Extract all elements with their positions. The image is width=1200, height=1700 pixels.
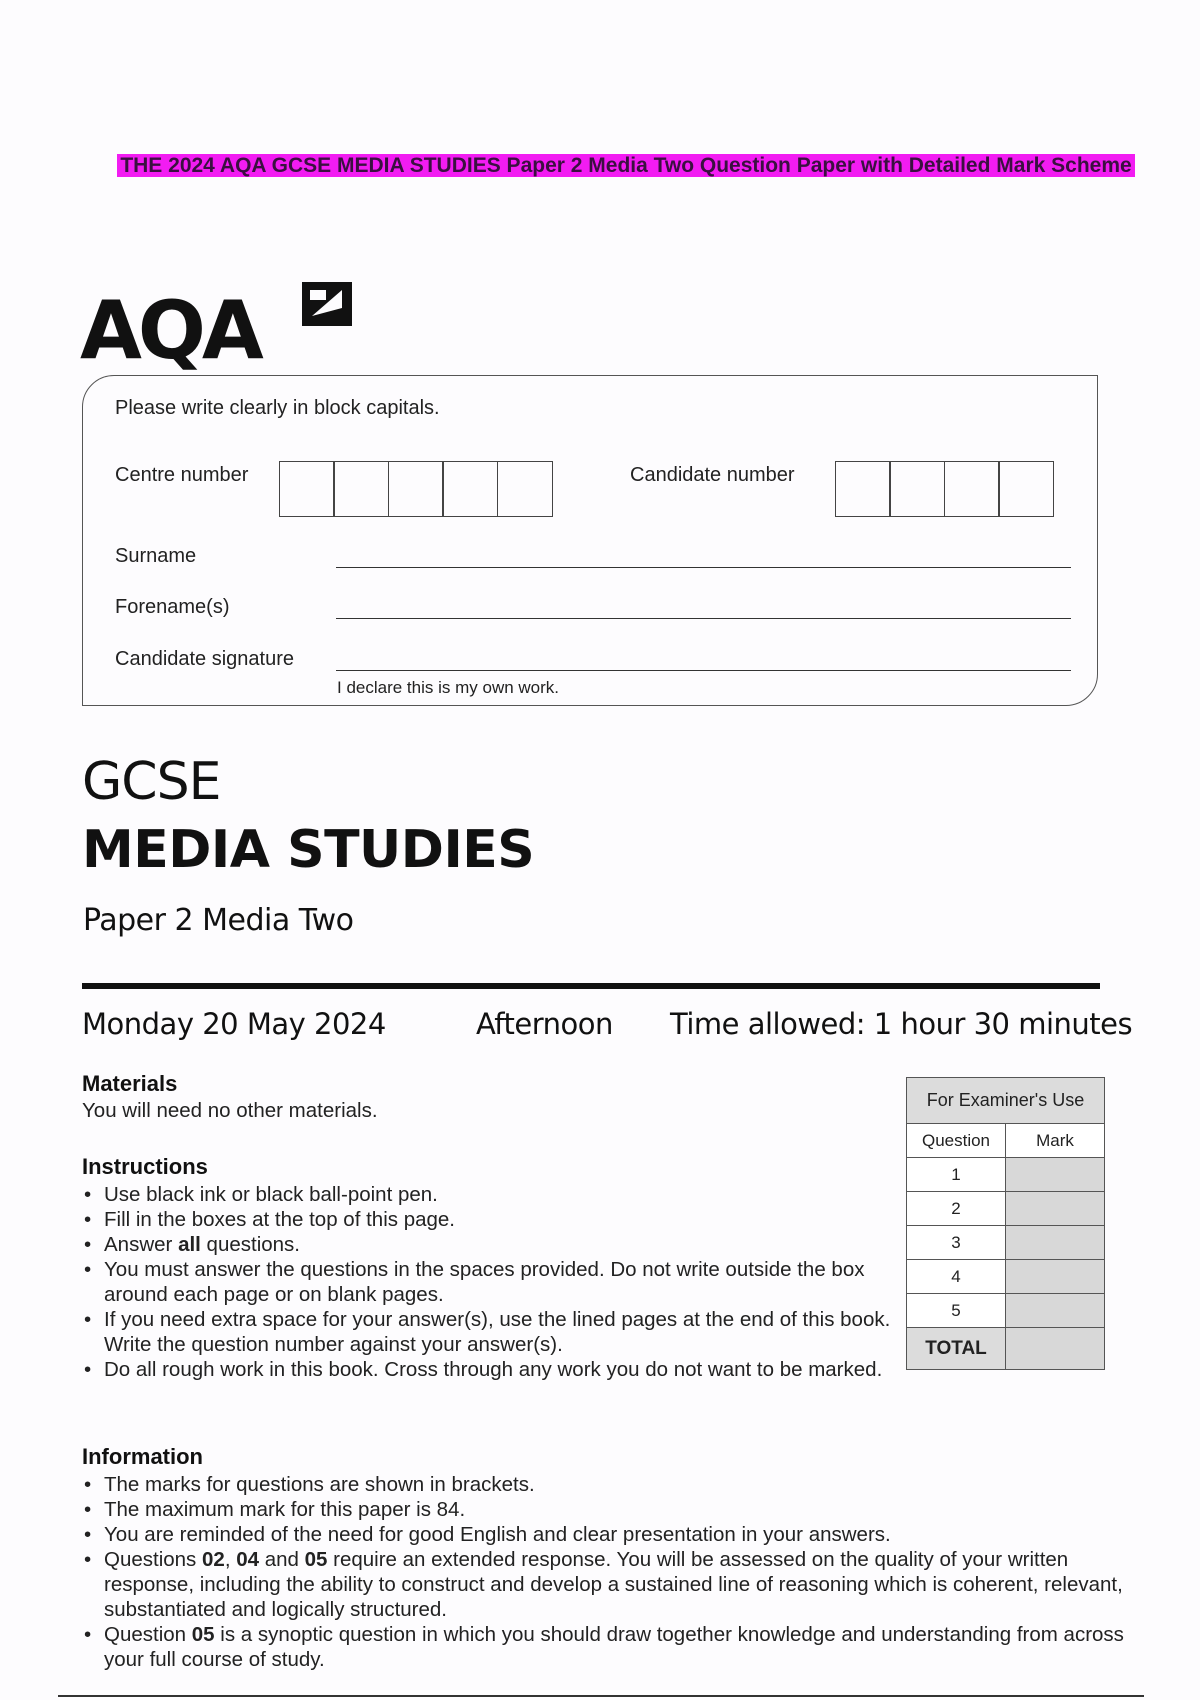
instructions-heading: Instructions <box>82 1154 208 1179</box>
materials-text: You will need no other materials. <box>82 1099 378 1122</box>
centre-number-digit[interactable] <box>442 461 498 517</box>
mark-column-header: Mark <box>1006 1124 1105 1158</box>
list-item: • Do all rough work in this book. Cross through any work you do not want to be marked. <box>104 1357 894 1382</box>
document-title-banner <box>85 152 1167 180</box>
mark-cell <box>1006 1158 1105 1192</box>
list-item: • Answer all questions. <box>104 1232 894 1257</box>
candidate-number-label: Candidate number <box>630 464 795 486</box>
information-heading: Information <box>82 1444 203 1469</box>
page-bottom-rule <box>58 1695 1144 1697</box>
information-list <box>82 1472 1124 1672</box>
examiner-table-title: For Examiner's Use <box>907 1078 1105 1124</box>
aqa-logo-text: AQA <box>80 284 260 370</box>
time-allowed: Time allowed: 1 hour 30 minutes <box>670 1007 1133 1041</box>
centre-number-digit[interactable] <box>497 461 553 517</box>
centre-number-boxes[interactable] <box>280 461 553 517</box>
examiner-use-table <box>906 1077 1105 1370</box>
aqa-logo <box>80 278 360 370</box>
total-label: TOTAL <box>907 1328 1006 1370</box>
total-mark-cell <box>1006 1328 1105 1370</box>
question-number: 4 <box>907 1260 1006 1294</box>
question-column-header: Question <box>907 1124 1006 1158</box>
surname-label: Surname <box>115 545 197 567</box>
question-number: 1 <box>907 1158 1006 1192</box>
candidate-number-boxes[interactable] <box>836 461 1054 517</box>
question-number: 2 <box>907 1192 1006 1226</box>
candidate-number-digit[interactable] <box>889 461 945 517</box>
candidate-number-digit[interactable] <box>944 461 1000 517</box>
declaration-text: I declare this is my own work. <box>337 678 560 697</box>
list-item: • The maximum mark for this paper is 84. <box>104 1497 1124 1522</box>
mark-cell <box>1006 1294 1105 1328</box>
materials-heading: Materials <box>82 1071 178 1096</box>
qualification-title: GCSE <box>82 752 221 812</box>
forename-label: Forename(s) <box>115 596 230 618</box>
list-item: • If you need extra space for your answer(s), use the lined pages at the end of this book. Write the question number against your answer(s). <box>104 1307 894 1357</box>
forename-field[interactable] <box>336 618 1071 619</box>
question-number: 3 <box>907 1226 1006 1260</box>
list-item: • You must answer the questions in the spaces provided. Do not write outside the box around each page or on blank pages. <box>104 1257 894 1307</box>
banner-title: THE 2024 AQA GCSE MEDIA STUDIES Paper 2 Media Two Question Paper with Detailed Mark Scheme <box>117 154 1134 177</box>
centre-number-digit[interactable] <box>333 461 389 517</box>
signature-label: Candidate signature <box>115 648 295 670</box>
centre-number-label: Centre number <box>115 464 249 486</box>
exam-date: Monday 20 May 2024 <box>82 1007 386 1041</box>
divider <box>82 983 1100 989</box>
mark-cell <box>1006 1192 1105 1226</box>
list-item: • You are reminded of the need for good English and clear presentation in your answers. <box>104 1522 1124 1547</box>
exam-session: Afternoon <box>476 1007 613 1041</box>
centre-number-digit[interactable] <box>279 461 335 517</box>
candidate-number-digit[interactable] <box>835 461 891 517</box>
mark-cell <box>1006 1260 1105 1294</box>
instructions-list <box>82 1182 894 1382</box>
candidate-number-digit[interactable] <box>998 461 1054 517</box>
list-item: • Use black ink or black ball-point pen. <box>104 1182 894 1207</box>
subject-title: MEDIA STUDIES <box>82 820 535 880</box>
list-item: • Fill in the boxes at the top of this page. <box>104 1207 894 1232</box>
list-item: • Question 05 is a synoptic question in which you should draw together knowledge and understanding from across your full course of study. <box>104 1622 1124 1672</box>
mark-cell <box>1006 1226 1105 1260</box>
surname-field[interactable] <box>336 567 1071 568</box>
block-capitals-instruction: Please write clearly in block capitals. <box>115 397 440 419</box>
centre-number-digit[interactable] <box>388 461 444 517</box>
list-item: • The marks for questions are shown in brackets. <box>104 1472 1124 1497</box>
question-number: 5 <box>907 1294 1006 1328</box>
signature-field[interactable] <box>336 670 1071 671</box>
paper-title: Paper 2 Media Two <box>83 903 354 938</box>
list-item: • Questions 02, 04 and 05 require an extended response. You will be assessed on the quality of your written response, including the ability to construct and develop a sustained line of reasoning which is coherent, relevant, substantiated and logically structured. <box>104 1547 1124 1622</box>
